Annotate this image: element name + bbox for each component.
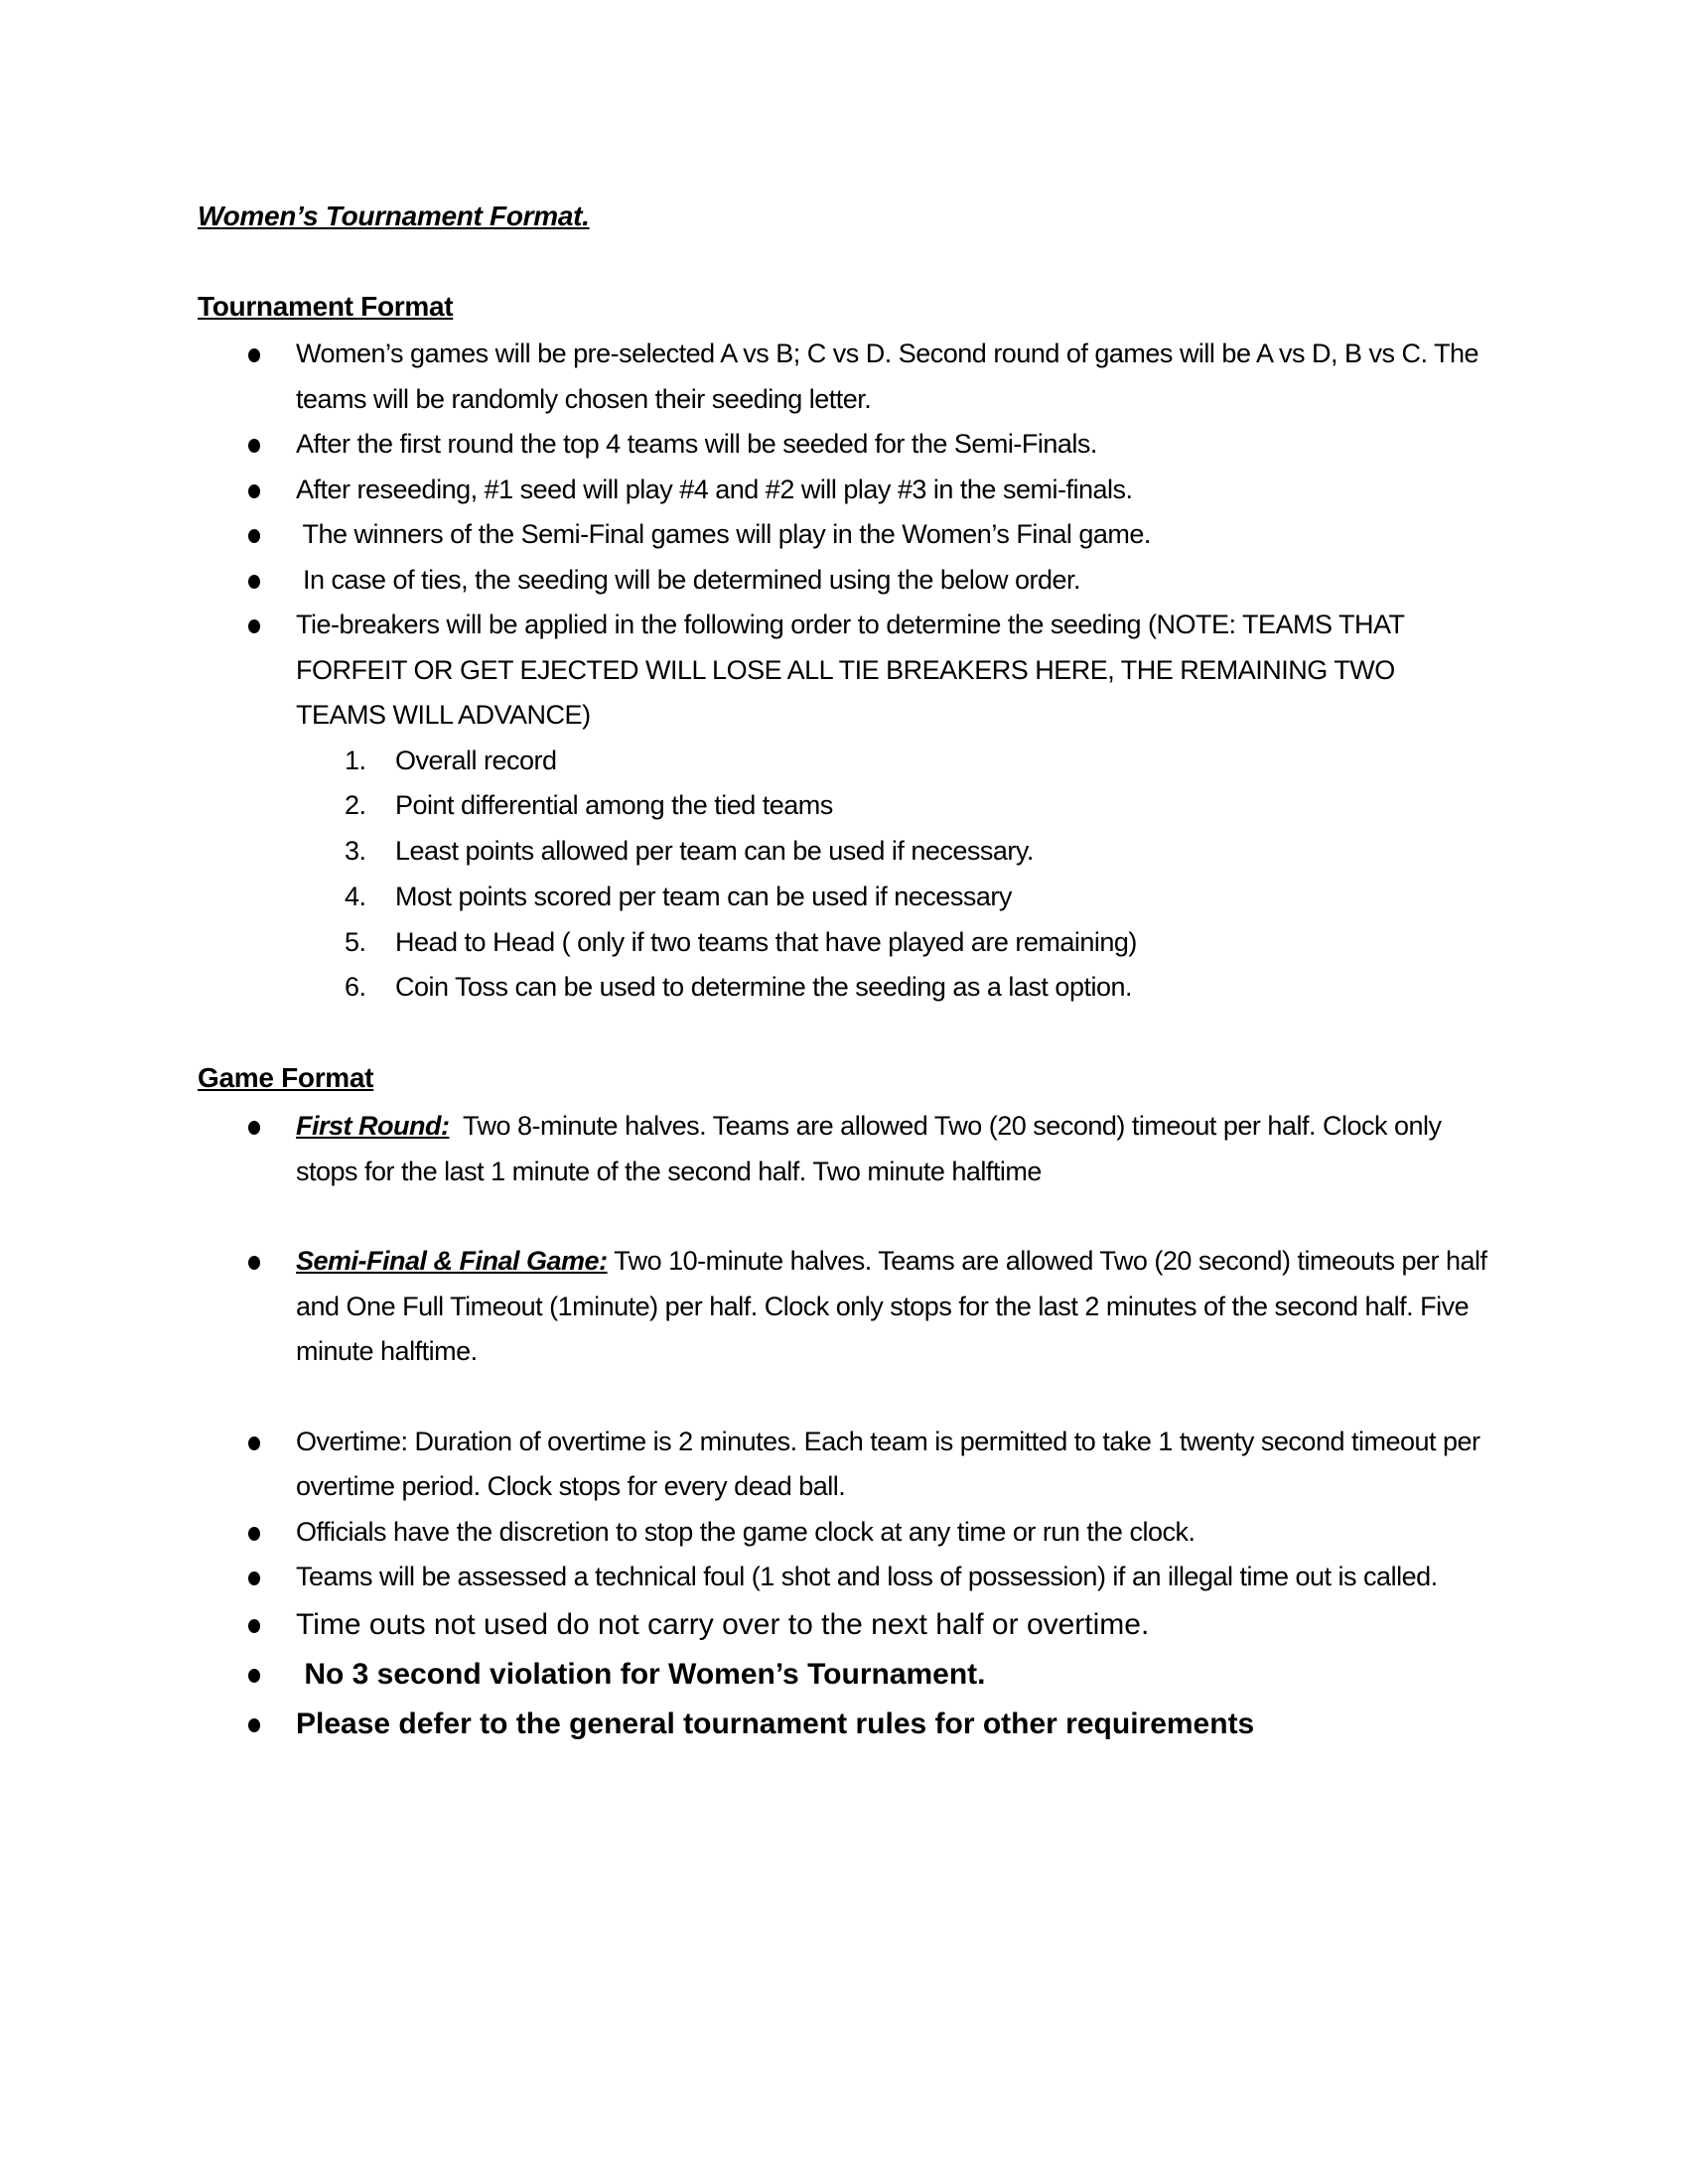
tournament-format-heading: Tournament Format bbox=[198, 291, 454, 322]
list-item: First Round: Two 8-minute halves. Teams are allowed Two (20 second) timeout per half. Clock only stops for the last 1 minute of the second half. Two minute halftime bbox=[0, 1104, 1487, 1194]
list-item: In case of ties, the seeding will be determined using the below order. bbox=[0, 558, 1487, 604]
bullet-icon bbox=[248, 1256, 260, 1270]
list-item: Women’s games will be pre-selected A vs B; C vs D. Second round of games will be A vs D, B vs C. The teams will be randomly chosen their seeding letter. bbox=[0, 332, 1487, 422]
list-item: Semi-Final & Final Game: Two 10-minute halves. Teams are allowed Two (20 second) timeouts per half and One Full Timeout (1minute) per half. Clock only stops for the last 2 minutes of the second half. Five minute halftime. bbox=[0, 1239, 1487, 1375]
game-format-heading: Game Format bbox=[198, 1062, 374, 1093]
list-item: Time outs not used do not carry over to the next half or overtime. bbox=[0, 1600, 1487, 1650]
bullet-icon bbox=[248, 1527, 260, 1541]
list-item: Teams will be assessed a technical foul (1 shot and loss of possession) if an illegal time out is called. bbox=[0, 1555, 1487, 1600]
list-item: Please defer to the general tournament rules for other requirements bbox=[0, 1700, 1487, 1749]
tie-breaker-list bbox=[0, 739, 1487, 1012]
list-item: No 3 second violation for Women’s Tournament. bbox=[0, 1650, 1487, 1700]
bullet-icon bbox=[248, 1121, 260, 1135]
bullet-icon bbox=[248, 484, 260, 498]
list-item: After reseeding, #1 seed will play #4 and #2 will play #3 in the semi-finals. bbox=[0, 468, 1487, 513]
bullet-icon bbox=[248, 1718, 260, 1732]
list-item: The winners of the Semi-Final games will play in the Women’s Final game. bbox=[0, 512, 1487, 558]
bullet-icon bbox=[248, 348, 260, 362]
bullet-icon bbox=[248, 1436, 260, 1450]
bullet-icon bbox=[248, 529, 260, 543]
bullet-icon bbox=[248, 1619, 260, 1633]
bullet-icon bbox=[248, 619, 260, 633]
tie-breaker-item: 6. Coin Toss can be used to determine the seeding as a last option. bbox=[345, 972, 1132, 1003]
tie-breaker-item: 1. Overall record bbox=[345, 745, 557, 775]
bullet-icon bbox=[248, 439, 260, 453]
bullet-icon bbox=[248, 1571, 260, 1585]
document-title: Women’s Tournament Format. bbox=[198, 201, 590, 231]
tie-breaker-item: 5. Head to Head ( only if two teams that have played are remaining) bbox=[345, 926, 1137, 957]
tie-breaker-item: 4. Most points scored per team can be used if necessary bbox=[345, 881, 1012, 911]
list-item: Officials have the discretion to stop the game clock at any time or run the clock. bbox=[0, 1510, 1487, 1556]
list-item: After the first round the top 4 teams will be seeded for the Semi-Finals. bbox=[0, 422, 1487, 468]
tie-breaker-item: 3. Least points allowed per team can be used if necessary. bbox=[345, 836, 1034, 867]
bullet-icon bbox=[248, 575, 260, 589]
game-format-list bbox=[0, 1104, 1688, 1749]
list-item: Tie-breakers will be applied in the following order to determine the seeding (NOTE: TEAMS THAT FORFEIT OR GET EJECTED WILL LOSE ALL TIE BREAKERS HERE, THE REMAINING TWO TEAMS WILL ADVANCE) 1. Overall record 2. Point differential among the tied teams 3. Least points allowed per team can be used if necessary. 4. Most points scored per team can be used if necessary 5. Head to Head ( only if two teams that have played are remaining) 6. Coin Toss can be used to determine the seeding as a last option. bbox=[0, 603, 1487, 1011]
bullet-icon bbox=[248, 1669, 260, 1683]
tie-breaker-item: 2. Point differential among the tied teams bbox=[345, 790, 833, 821]
list-item: Overtime: Duration of overtime is 2 minutes. Each team is permitted to take 1 twenty second timeout per overtime period. Clock stops for every dead ball. bbox=[0, 1420, 1487, 1510]
tournament-format-list bbox=[0, 332, 1688, 1011]
